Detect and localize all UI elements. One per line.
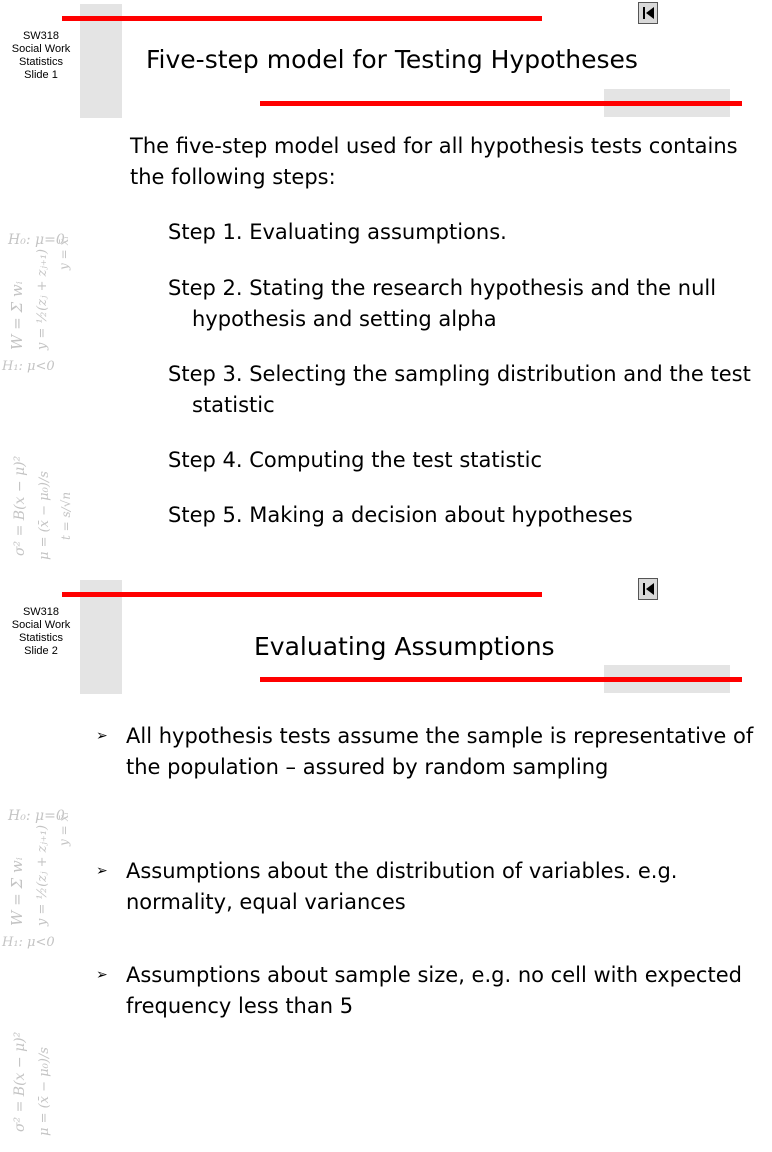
first-slide-button[interactable] [638,2,658,24]
svg-text:H₁: μ<0: H₁: μ<0 [2,935,55,950]
gray-vertical-band [80,4,122,118]
arrowhead-bullet-icon: ➢ [96,728,108,744]
slide-title: Evaluating Assumptions [254,632,555,661]
slide-number: Slide 2 [24,645,58,657]
first-slide-button[interactable] [638,578,658,600]
svg-text:y = ½(zⱼ + zⱼ₊₁): y = ½(zⱼ + zⱼ₊₁) [35,248,50,350]
course-label [0,30,82,82]
course-label [0,606,82,658]
list-item [96,856,756,918]
step-2: Step 2. Stating the research hypothesis and the null hypothesis and setting alpha [168,276,717,331]
course-dept: Social Work [11,619,71,631]
red-top-rule [62,16,542,21]
slide-1 [0,0,768,576]
red-title-rule [260,677,742,682]
gray-vertical-band [80,580,122,694]
svg-text:σ² = B(x − μ)²: σ² = B(x − μ)² [12,455,28,556]
svg-text:μ = (x̄ − μ₀)/s: μ = (x̄ − μ₀)/s [37,1047,52,1136]
intro-text: The five-step model used for all hypothesis tests contains the following steps: [130,134,738,189]
svg-text:y = ½(zⱼ + zⱼ₊₁): y = ½(zⱼ + zⱼ₊₁) [35,824,50,926]
step-1: Step 1. Evaluating assumptions. [168,220,507,244]
course-code: SW318 [22,606,60,618]
bullet-text: Assumptions about sample size, e.g. no cell with expected frequency less than 5 [126,963,742,1018]
step-4: Step 4. Computing the test statistic [168,448,543,472]
slide-number: Slide 1 [24,69,58,81]
red-title-rule [260,101,742,106]
course-subject: Statistics [18,56,63,68]
list-item [96,960,756,1022]
red-top-rule [62,592,542,597]
arrowhead-bullet-icon: ➢ [96,863,108,879]
math-formula-decoration [2,696,80,1152]
svg-text:H₀: μ=0: H₀: μ=0 [8,808,65,824]
step-5: Step 5. Making a decision about hypotheses [168,503,633,527]
first-slide-icon [641,6,655,20]
svg-text:μ = (x̄ − μ₀)/s: μ = (x̄ − μ₀)/s [37,471,52,560]
svg-text:y = x̄ᵢ: y = x̄ᵢ [57,812,71,846]
step-3: Step 3. Selecting the sampling distribution and the test statistic [168,362,751,417]
list-item [96,721,756,783]
bullet-text: Assumptions about the distribution of variables. e.g. normality, equal variances [126,859,678,914]
bullet-text: All hypothesis tests assume the sample is representative of the population – assured by random sampling [126,724,754,779]
course-subject: Statistics [18,632,63,644]
slide-title: Five-step model for Testing Hypotheses [146,45,638,74]
slide-2 [0,576,768,1136]
svg-text:σ² = B(x − μ)²: σ² = B(x − μ)² [12,1031,28,1132]
svg-text:H₁: μ<0: H₁: μ<0 [2,359,55,374]
course-dept: Social Work [11,43,71,55]
svg-text:t = s/√n: t = s/√n [59,491,73,540]
course-code: SW318 [22,30,60,42]
svg-text:W = Σ wᵢ: W = Σ wᵢ [8,857,26,926]
arrowhead-bullet-icon: ➢ [96,967,108,983]
svg-text:y = x̄ᵢ: y = x̄ᵢ [57,236,71,270]
math-formula-decoration [2,120,80,576]
svg-text:W = Σ wᵢ: W = Σ wᵢ [8,281,26,350]
svg-text:H₀: μ=0: H₀: μ=0 [8,232,65,248]
first-slide-icon [641,582,655,596]
